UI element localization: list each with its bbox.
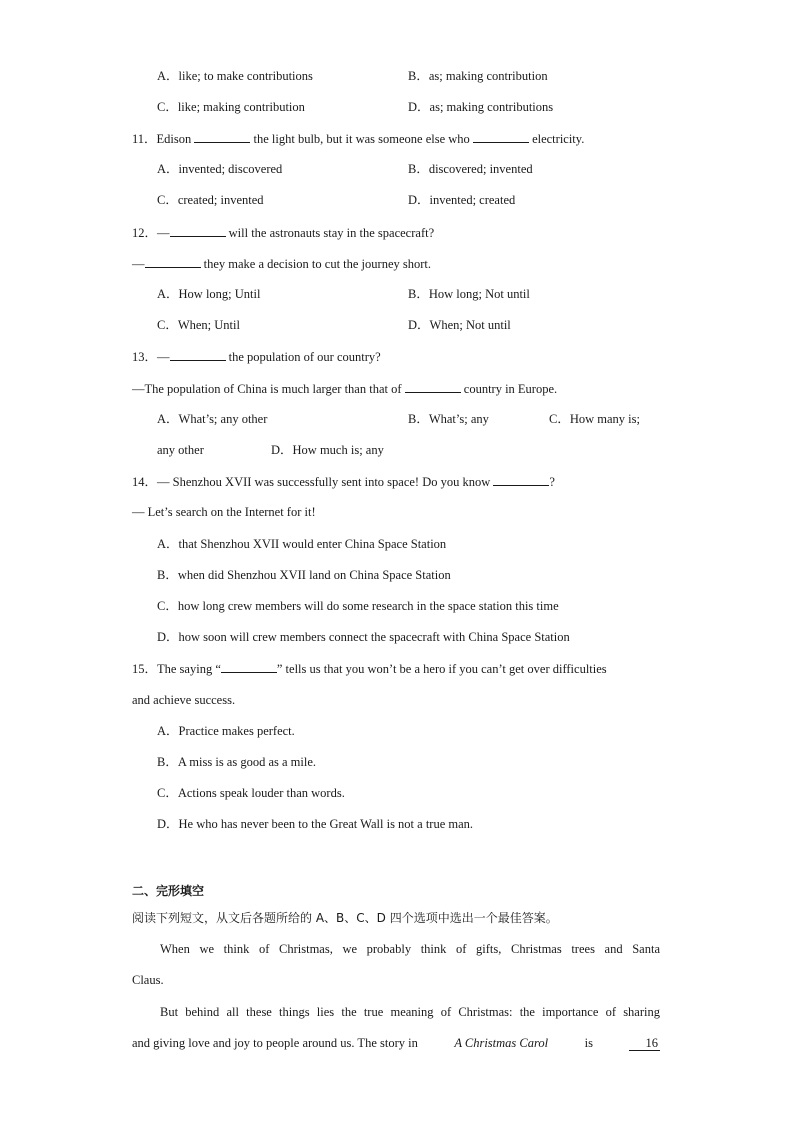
q10-option-c: C．like; making contribution	[157, 100, 305, 114]
q13-option-c: C．How many is;	[549, 412, 640, 426]
q14-start: 14．— Shenzhou XVII was successfully sent into space! Do you know	[132, 475, 491, 489]
q13-option-d: D．How much is; any	[271, 443, 384, 457]
q14-end: ?	[549, 475, 555, 489]
q15-start: 15．The saying “	[132, 662, 221, 676]
passage-p2-line1: But behind all these things lies the true meaning of Christmas: the importance of sharing	[160, 1005, 660, 1019]
q12-resp-rest: they make a decision to cut the journey short.	[203, 257, 431, 271]
passage-p1-line1: When we think of Christmas, we probably think of gifts, Christmas trees and Santa	[160, 942, 660, 956]
passage-p2-line2-start: and giving love and joy to people around us. The story in	[132, 1036, 418, 1050]
q15-option-a: A．Practice makes perfect.	[157, 724, 295, 738]
q15-stem	[132, 660, 607, 677]
section-heading: 二、完形填空	[132, 884, 205, 898]
q14-option-b: B．when did Shenzhou XVII land on China Space Station	[157, 568, 451, 582]
q13-resp-start: —The population of China is much larger than that of	[132, 382, 402, 396]
q12-stem	[132, 224, 434, 241]
q12-response	[132, 255, 431, 272]
q11-option-d: D．invented; created	[408, 193, 516, 207]
q13-blank-1	[170, 348, 226, 361]
passage-p1-line2: Claus.	[132, 973, 164, 987]
q14-option-d: D．how soon will crew members connect the spacecraft with China Space Station	[157, 630, 570, 644]
q12-option-a: A．How long; Until	[157, 287, 261, 301]
q14-option-c: C．how long crew members will do some research in the space station this time	[157, 599, 559, 613]
passage-p2-line2	[132, 1035, 660, 1051]
q11-blank-1	[194, 130, 250, 143]
q13-blank-2	[405, 380, 461, 393]
q13-rest: the population of our country?	[228, 350, 381, 364]
q15-blank	[221, 660, 277, 673]
q10-option-a: A．like; to make contributions	[157, 69, 313, 83]
q13-option-c-cont: any other	[157, 443, 204, 457]
q14-response: — Let’s search on the Internet for it!	[132, 505, 316, 519]
q12-blank-2	[145, 255, 201, 268]
blank-16[interactable]: 16	[629, 1037, 660, 1051]
q12-rest: will the astronauts stay in the spacecraft?	[228, 226, 435, 240]
q13-number: 13．—	[132, 350, 170, 364]
q11-number: 11．Edison	[132, 132, 192, 146]
q10-option-b: B．as; making contribution	[408, 69, 548, 83]
q14-blank	[493, 473, 549, 486]
q13-resp-end: country in Europe.	[463, 382, 558, 396]
q15-stem-cont: and achieve success.	[132, 693, 236, 707]
q13-response	[132, 380, 557, 397]
q12-blank-1	[170, 224, 226, 237]
q11-mid: the light bulb, but it was someone else who	[253, 132, 470, 146]
q11-option-b: B．discovered; invented	[408, 162, 533, 176]
passage-is: is	[584, 1036, 593, 1050]
q15-option-d: D．He who has never been to the Great Wall is not a true man.	[157, 817, 474, 831]
q14-option-a: A．that Shenzhou XVII would enter China Space Station	[157, 537, 447, 551]
q11-blank-2	[473, 130, 529, 143]
q12-option-b: B．How long; Not until	[408, 287, 530, 301]
q12-option-c: C．When; Until	[157, 318, 240, 332]
q11-stem	[132, 130, 584, 147]
q11-option-c: C．created; invented	[157, 193, 264, 207]
q12-resp-start: —	[132, 257, 145, 271]
q13-option-b: B．What’s; any	[408, 412, 489, 426]
q15-end: ” tells us that you won’t be a hero if you can’t get over difficulties	[276, 662, 607, 676]
q14-stem	[132, 473, 555, 490]
q11-end: electricity.	[532, 132, 585, 146]
q10-option-d: D．as; making contributions	[408, 100, 554, 114]
q12-number: 12．—	[132, 226, 170, 240]
q13-option-a: A．What’s; any other	[157, 412, 268, 426]
q13-stem	[132, 348, 381, 365]
q15-option-b: B．A miss is as good as a mile.	[157, 755, 317, 769]
section-instruction: 阅读下列短文，从文后各题所给的 A、B、C、D 四个选项中选出一个最佳答案。	[132, 911, 558, 925]
passage-book-title: A Christmas Carol	[454, 1036, 549, 1050]
q12-option-d: D．When; Not until	[408, 318, 511, 332]
q15-option-c: C．Actions speak louder than words.	[157, 786, 345, 800]
q11-option-a: A．invented; discovered	[157, 162, 283, 176]
